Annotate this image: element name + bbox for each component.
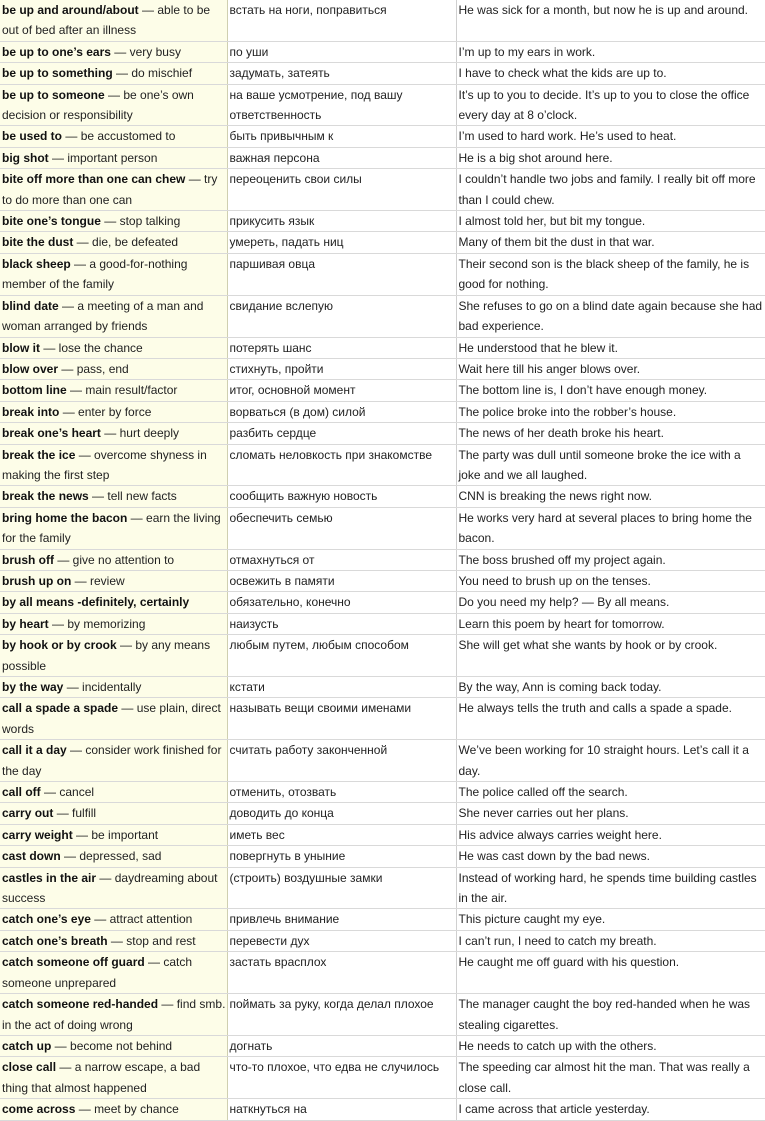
idiom-phrase: by heart	[2, 616, 49, 631]
idiom-cell	[0, 444, 227, 486]
idiom-meaning: by any means possible	[2, 638, 211, 673]
idiom-cell	[0, 592, 227, 613]
idiom-phrase: bring home the bacon	[2, 510, 128, 525]
idiom-phrase: catch up	[2, 1038, 52, 1053]
idiom-meaning: do mischief	[131, 66, 193, 81]
dash-separator: —	[58, 298, 78, 313]
idiom-meaning: find smb. in the act of doing wrong	[2, 997, 226, 1032]
table-row	[0, 253, 765, 295]
example-sentence: CNN is breaking the news right now.	[456, 486, 765, 507]
dash-separator: —	[127, 510, 147, 525]
example-sentence: The police called off the search.	[456, 782, 765, 803]
example-sentence: Many of them bit the dust in that war.	[456, 232, 765, 253]
example-sentence: His advice always carries weight here.	[456, 824, 765, 845]
example-sentence: You need to brush up on the tenses.	[456, 570, 765, 591]
russian-translation: наткнуться на	[227, 1099, 456, 1120]
idiom-meaning: hurt deeply	[119, 426, 179, 441]
dash-separator: —	[71, 573, 90, 588]
idiom-meaning: able to be out of bed after an illness	[2, 3, 211, 38]
table-row	[0, 507, 765, 549]
idiom-phrase: break the ice	[2, 447, 76, 462]
idiom-cell	[0, 507, 227, 549]
idiom-phrase: bite one’s tongue	[2, 214, 101, 229]
dash-separator: —	[96, 870, 115, 885]
example-sentence: The news of her death broke his heart.	[456, 423, 765, 444]
example-sentence: I have to check what the kids are up to.	[456, 63, 765, 84]
dash-separator: —	[88, 489, 108, 504]
example-sentence: He understood that he blew it.	[456, 337, 765, 358]
table-row	[0, 740, 765, 782]
idiom-cell	[0, 846, 227, 867]
idiom-cell	[0, 380, 227, 401]
dash-separator: —	[72, 827, 92, 842]
idiom-meaning: lose the chance	[58, 340, 143, 355]
russian-translation: умереть, падать ниц	[227, 232, 456, 253]
dash-separator: —	[90, 912, 110, 927]
example-sentence: He works very hard at several places to bring home the bacon.	[456, 507, 765, 549]
russian-translation: потерять шанс	[227, 337, 456, 358]
dash-separator: —	[75, 1102, 95, 1117]
idiom-meaning: review	[90, 573, 125, 588]
idiom-phrase: catch someone off guard	[2, 955, 145, 970]
idiom-phrase: be up to one’s ears	[2, 44, 111, 59]
idiom-cell	[0, 253, 227, 295]
idiom-meaning: incidentally	[82, 680, 142, 694]
dash-separator: —	[66, 743, 86, 758]
idiom-cell	[0, 740, 227, 782]
table-row	[0, 444, 765, 486]
russian-translation: повергнуть в уныние	[227, 846, 456, 867]
russian-translation: доводить до конца	[227, 803, 456, 824]
example-sentence: He caught me off guard with his question.	[456, 952, 765, 994]
idiom-phrase: come across	[2, 1102, 76, 1117]
russian-translation: застать врасплох	[227, 952, 456, 994]
idiom-cell	[0, 803, 227, 824]
idiom-phrase: brush off	[2, 552, 54, 567]
idiom-meaning: give no attention to	[72, 552, 175, 567]
idiom-cell	[0, 63, 227, 84]
dash-separator: —	[58, 361, 77, 376]
table-row	[0, 930, 765, 951]
example-sentence: She will get what she wants by hook or by crook.	[456, 635, 765, 677]
example-sentence: This picture caught my eye.	[456, 909, 765, 930]
dash-separator: —	[48, 616, 68, 631]
russian-translation: обеспечить семью	[227, 507, 456, 549]
idiom-phrase: bite off more than one can chew	[2, 172, 186, 187]
russian-translation: называть вещи своими именами	[227, 698, 456, 740]
dash-separator: —	[70, 256, 90, 271]
idiom-meaning: be important	[91, 827, 159, 842]
russian-translation: по уши	[227, 41, 456, 62]
idiom-phrase: brush up on	[2, 573, 72, 588]
idiom-phrase: call a spade a spade	[2, 701, 119, 716]
russian-translation: итог, основной момент	[227, 380, 456, 401]
idiom-cell	[0, 570, 227, 591]
idiom-cell	[0, 1057, 227, 1099]
table-row	[0, 698, 765, 740]
dash-separator: —	[110, 44, 130, 59]
example-sentence: The speeding car almost hit the man. That was really a close call.	[456, 1057, 765, 1099]
table-row	[0, 0, 765, 41]
russian-translation: иметь вес	[227, 824, 456, 845]
table-row	[0, 337, 765, 358]
idiom-phrase: call it a day	[2, 743, 67, 758]
idiom-phrase: catch someone red-handed	[2, 997, 159, 1012]
example-sentence: By the way, Ann is coming back today.	[456, 677, 765, 698]
table-row	[0, 803, 765, 824]
idiom-cell	[0, 698, 227, 740]
example-sentence: He needs to catch up with the others.	[456, 1035, 765, 1056]
idiom-cell	[0, 782, 227, 803]
idiom-phrase: bottom line	[2, 383, 67, 398]
idiom-phrase: close call	[2, 1060, 57, 1075]
table-row	[0, 232, 765, 253]
russian-translation: важная персона	[227, 147, 456, 168]
idiom-phrase: by hook or by crook	[2, 638, 117, 653]
example-sentence: It’s up to you to decide. It’s up to you to close the office every day at 8 o’clock.	[456, 84, 765, 126]
idiom-cell	[0, 169, 227, 211]
idiom-phrase: be up to something	[2, 66, 113, 81]
table-row	[0, 169, 765, 211]
idiom-meaning: earn the living for the family	[2, 510, 221, 546]
example-sentence: She never carries out her plans.	[456, 803, 765, 824]
russian-translation: наизусть	[227, 613, 456, 634]
table-row	[0, 126, 765, 147]
table-row	[0, 909, 765, 930]
idiom-meaning: a narrow escape, a bad thing that almost happened	[2, 1060, 201, 1095]
table-row	[0, 867, 765, 909]
idiom-cell	[0, 824, 227, 845]
idiom-cell	[0, 549, 227, 570]
idiom-phrase: carry out	[2, 806, 54, 821]
idiom-phrase: break the news	[2, 489, 89, 504]
russian-translation: (строить) воздушные замки	[227, 867, 456, 909]
idiom-meaning: main result/factor	[85, 383, 178, 398]
idiom-cell	[0, 677, 227, 698]
table-row	[0, 147, 765, 168]
dash-separator: —	[100, 426, 120, 441]
table-row	[0, 41, 765, 62]
idiom-phrase: blow over	[2, 361, 59, 376]
idiom-cell	[0, 337, 227, 358]
idiom-meaning: important person	[67, 150, 158, 165]
idiom-meaning: be one’s own decision or responsibility	[2, 87, 194, 123]
russian-translation: догнать	[227, 1035, 456, 1056]
example-sentence: She refuses to go on a blind date again because she had bad experience.	[456, 295, 765, 337]
russian-translation: свидание вслепую	[227, 295, 456, 337]
table-row	[0, 84, 765, 126]
idiom-cell	[0, 358, 227, 379]
table-row	[0, 677, 765, 698]
russian-translation: отмахнуться от	[227, 549, 456, 570]
russian-translation: быть привычным к	[227, 126, 456, 147]
dash-separator: —	[60, 849, 80, 864]
idiom-meaning: attract attention	[109, 912, 193, 927]
example-sentence: The bottom line is, I don’t have enough money.	[456, 380, 765, 401]
dash-separator: —	[53, 806, 73, 821]
example-sentence: Learn this poem by heart for tomorrow.	[456, 613, 765, 634]
example-sentence: The manager caught the boy red-handed when he was stealing cigarettes.	[456, 994, 765, 1036]
idiom-cell	[0, 1099, 227, 1120]
example-sentence: The boss brushed off my project again.	[456, 549, 765, 570]
table-row	[0, 592, 765, 613]
idiom-cell	[0, 952, 227, 994]
idiom-cell	[0, 635, 227, 677]
russian-translation: поймать за руку, когда делал плохое	[227, 994, 456, 1036]
idiom-phrase: castles in the air	[2, 870, 97, 885]
idiom-phrase: be up and around/about	[2, 3, 139, 17]
table-row	[0, 1057, 765, 1099]
table-row	[0, 782, 765, 803]
dash-separator: —	[158, 997, 177, 1012]
table-row	[0, 994, 765, 1036]
idiom-meaning: fulfill	[72, 806, 97, 821]
idiom-phrase: blind date	[2, 298, 59, 313]
idiom-cell	[0, 994, 227, 1036]
russian-translation: кстати	[227, 677, 456, 698]
idiom-phrase: black sheep	[2, 256, 71, 271]
example-sentence: The party was dull until someone broke the ice with a joke and we all laughed.	[456, 444, 765, 486]
dash-separator: —	[54, 552, 73, 567]
idiom-cell	[0, 486, 227, 507]
russian-translation: сообщить важную новость	[227, 486, 456, 507]
russian-translation: отменить, отозвать	[227, 782, 456, 803]
dash-separator: —	[144, 955, 164, 970]
idiom-meaning: die, be defeated	[92, 235, 179, 250]
dash-separator: —	[62, 129, 81, 144]
example-sentence: I came across that article yesterday.	[456, 1099, 765, 1120]
dash-separator: —	[63, 680, 83, 694]
idiom-cell	[0, 126, 227, 147]
russian-translation: перевести дух	[227, 930, 456, 951]
idiom-meaning: by memorizing	[67, 616, 146, 631]
example-sentence: We’ve been working for 10 straight hours. Let’s call it a day.	[456, 740, 765, 782]
example-sentence: I almost told her, but bit my tongue.	[456, 211, 765, 232]
idiom-meaning: a meeting of a man and woman arranged by friends	[2, 298, 204, 334]
table-row	[0, 570, 765, 591]
idiom-meaning: depressed, sad	[79, 849, 162, 864]
dash-separator: —	[51, 1038, 71, 1053]
idiom-cell	[0, 930, 227, 951]
idiom-phrase: bite the dust	[2, 235, 74, 250]
idiom-cell	[0, 401, 227, 422]
idiom-cell	[0, 84, 227, 126]
dash-separator: —	[100, 214, 120, 229]
idiom-phrase: big shot	[2, 150, 49, 165]
table-row	[0, 1099, 765, 1120]
table-row	[0, 295, 765, 337]
table-row	[0, 846, 765, 867]
idiom-meaning: daydreaming about success	[2, 870, 218, 906]
idiom-cell	[0, 295, 227, 337]
russian-translation: обязательно, конечно	[227, 592, 456, 613]
example-sentence: Wait here till his anger blows over.	[456, 358, 765, 379]
dash-separator: —	[107, 933, 127, 948]
russian-translation: ворваться (в дом) силой	[227, 401, 456, 422]
russian-translation: любым путем, любым способом	[227, 635, 456, 677]
idiom-meaning: enter by force	[78, 404, 152, 419]
russian-translation: стихнуть, пройти	[227, 358, 456, 379]
idiom-phrase: call off	[2, 785, 41, 800]
idiom-meaning: catch someone unprepared	[2, 955, 193, 990]
table-row	[0, 423, 765, 444]
table-row	[0, 63, 765, 84]
example-sentence: Their second son is the black sheep of the family, he is good for nothing.	[456, 253, 765, 295]
idiom-meaning: consider work finished for the day	[2, 743, 222, 778]
idiom-cell	[0, 232, 227, 253]
dash-separator: —	[138, 3, 158, 17]
dash-separator: —	[185, 172, 205, 187]
dash-separator: —	[56, 1060, 75, 1075]
table-row	[0, 952, 765, 994]
idiom-meaning: overcome shyness in making the first step	[2, 447, 207, 482]
idiom-cell	[0, 423, 227, 444]
dash-separator: —	[75, 447, 95, 462]
russian-translation: сломать неловкость при знакомстве	[227, 444, 456, 486]
idiom-phrase: be up to someone	[2, 87, 105, 102]
example-sentence: I’m used to hard work. He’s used to heat.	[456, 126, 765, 147]
idiom-meaning: become not behind	[70, 1038, 173, 1053]
idiom-phrase: be used to	[2, 129, 63, 144]
dash-separator: —	[59, 404, 79, 419]
table-row	[0, 380, 765, 401]
idiom-phrase: break into	[2, 404, 60, 419]
idiom-cell	[0, 0, 227, 41]
idiom-meaning: very busy	[129, 44, 181, 59]
dash-separator: —	[112, 66, 132, 81]
idiom-cell	[0, 909, 227, 930]
table-row	[0, 824, 765, 845]
table-row	[0, 635, 765, 677]
example-sentence: He was cast down by the bad news.	[456, 846, 765, 867]
table-row	[0, 358, 765, 379]
idiom-phrase: break one’s heart	[2, 426, 101, 441]
table-row	[0, 1035, 765, 1056]
idiom-cell	[0, 613, 227, 634]
russian-translation: что-то плохое, что едва не случилось	[227, 1057, 456, 1099]
example-sentence: Do you need my help? — By all means.	[456, 592, 765, 613]
russian-translation: освежить в памяти	[227, 570, 456, 591]
russian-translation: паршивая овца	[227, 253, 456, 295]
table-row	[0, 549, 765, 570]
dash-separator: —	[73, 235, 93, 250]
russian-translation: привлечь внимание	[227, 909, 456, 930]
russian-translation: встать на ноги, поправиться	[227, 0, 456, 41]
dash-separator: —	[40, 785, 60, 800]
example-sentence: Instead of working hard, he spends time building castles in the air.	[456, 867, 765, 909]
idiom-cell	[0, 1035, 227, 1056]
idiom-meaning: a good-for-nothing member of the family	[2, 256, 188, 292]
idiom-meaning: use plain, direct words	[2, 701, 221, 736]
russian-translation: на ваше усмотрение, под вашу ответственность	[227, 84, 456, 126]
idiom-cell	[0, 147, 227, 168]
table-row	[0, 401, 765, 422]
idiom-meaning: stop talking	[119, 214, 181, 229]
russian-translation: задумать, затеять	[227, 63, 456, 84]
table-row	[0, 613, 765, 634]
idiom-cell	[0, 211, 227, 232]
idiom-cell	[0, 867, 227, 909]
russian-translation: прикусить язык	[227, 211, 456, 232]
idiom-meaning: cancel	[59, 785, 95, 800]
russian-translation: переоценить свои силы	[227, 169, 456, 211]
idiom-meaning: tell new facts	[107, 489, 177, 504]
table-row	[0, 486, 765, 507]
example-sentence: I can’t run, I need to catch my breath.	[456, 930, 765, 951]
idiom-phrase: catch one’s breath	[2, 933, 108, 948]
example-sentence: He was sick for a month, but now he is up and around.	[456, 0, 765, 41]
table-row	[0, 211, 765, 232]
example-sentence: He always tells the truth and calls a spade a spade.	[456, 698, 765, 740]
idiom-cell	[0, 41, 227, 62]
example-sentence: I’m up to my ears in work.	[456, 41, 765, 62]
dash-separator: —	[118, 701, 137, 716]
idiom-phrase: blow it	[2, 340, 40, 355]
idiom-meaning: try to do more than one can	[2, 172, 218, 207]
idiom-meaning: stop and rest	[126, 933, 196, 948]
idiom-phrase: by all means -definitely, certainly	[2, 595, 190, 610]
idiom-phrase: by the way	[2, 680, 64, 694]
idiom-phrase: catch one’s eye	[2, 912, 91, 927]
example-sentence: He is a big shot around here.	[456, 147, 765, 168]
dash-separator: —	[116, 638, 136, 653]
russian-translation: считать работу законченной	[227, 740, 456, 782]
example-sentence: The police broke into the robber’s house.	[456, 401, 765, 422]
russian-translation: разбить сердце	[227, 423, 456, 444]
dash-separator: —	[104, 87, 124, 102]
dash-separator: —	[66, 383, 86, 398]
idiom-phrase: cast down	[2, 849, 61, 864]
example-sentence: I couldn’t handle two jobs and family. I really bit off more than I could chew.	[456, 169, 765, 211]
idiom-phrase: carry weight	[2, 827, 73, 842]
idiom-meaning: pass, end	[76, 361, 129, 376]
idiom-meaning: meet by chance	[94, 1102, 179, 1117]
dash-separator: —	[40, 340, 59, 355]
idiom-meaning: be accustomed to	[80, 129, 176, 144]
dash-separator: —	[48, 150, 68, 165]
